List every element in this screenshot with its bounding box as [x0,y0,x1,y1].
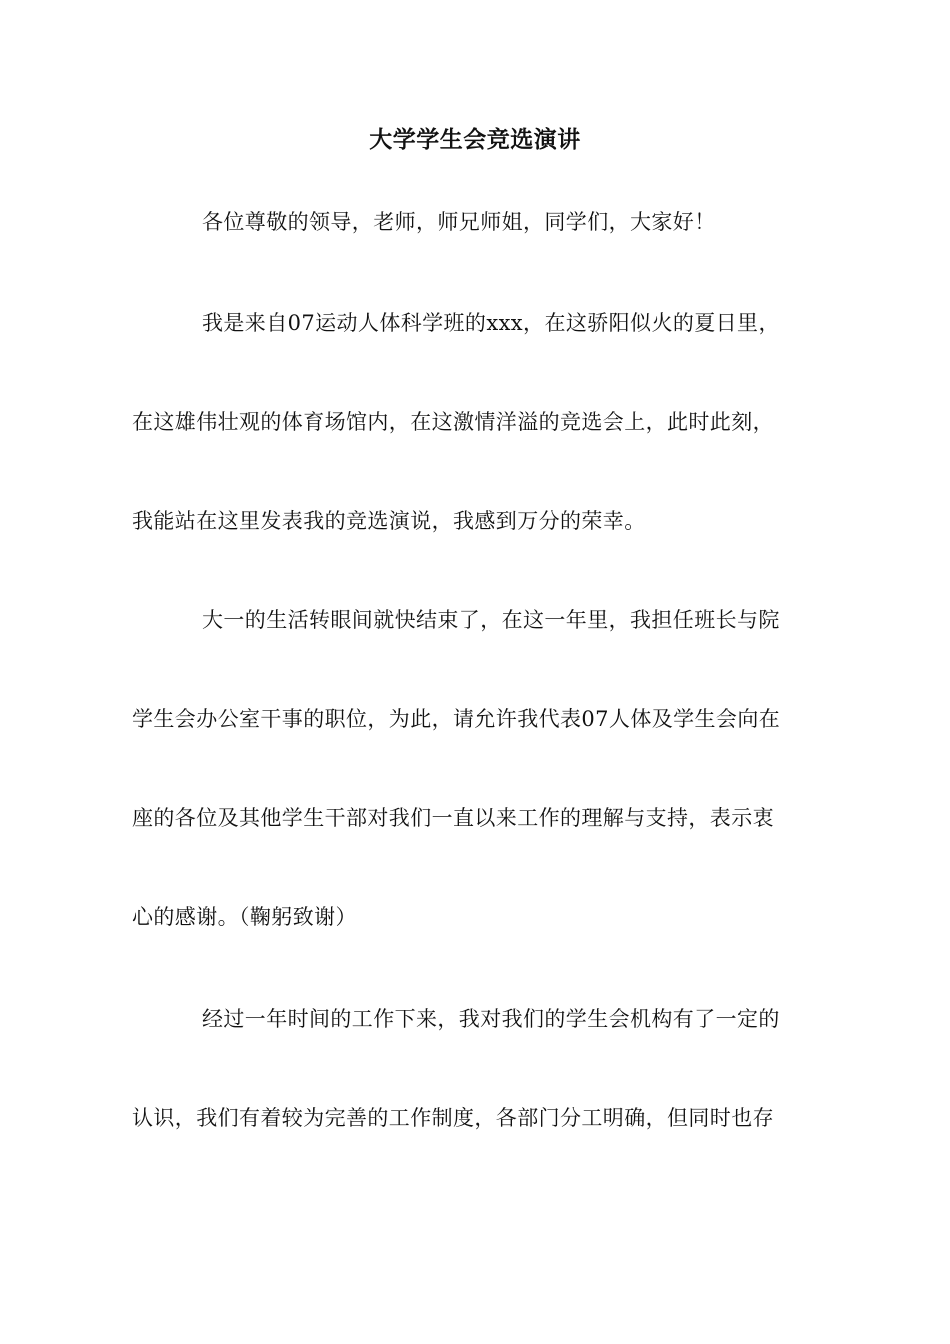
paragraph-line: 在这雄伟壮观的体育场馆内，在这激情洋溢的竞选会上，此时此刻， [132,410,774,434]
paragraph-line: 座的各位及其他学生干部对我们一直以来工作的理解与支持，表示衷 [132,806,774,830]
paragraph-line: 学生会办公室干事的职位，为此，请允许我代表07人体及学生会向在 [132,707,781,731]
paragraph-line: 我能站在这里发表我的竞选演说，我感到万分的荣幸。 [132,509,646,533]
paragraph-line: 经过一年时间的工作下来，我对我们的学生会机构有了一定的 [202,1007,780,1031]
paragraph-line: 大一的生活转眼间就快结束了，在这一年里，我担任班长与院 [202,608,780,632]
paragraph-line: 心的感谢。（鞠躬致谢） [132,905,357,929]
document-title: 大学学生会竞选演讲 [369,127,581,153]
paragraph-line: 我是来自07运动人体科学班的xxx，在这骄阳似火的夏日里， [202,311,780,335]
paragraph-line: 各位尊敬的领导，老师，师兄师姐，同学们，大家好！ [202,210,716,234]
paragraph-line: 认识，我们有着较为完善的工作制度，各部门分工明确，但同时也存 [132,1106,774,1130]
